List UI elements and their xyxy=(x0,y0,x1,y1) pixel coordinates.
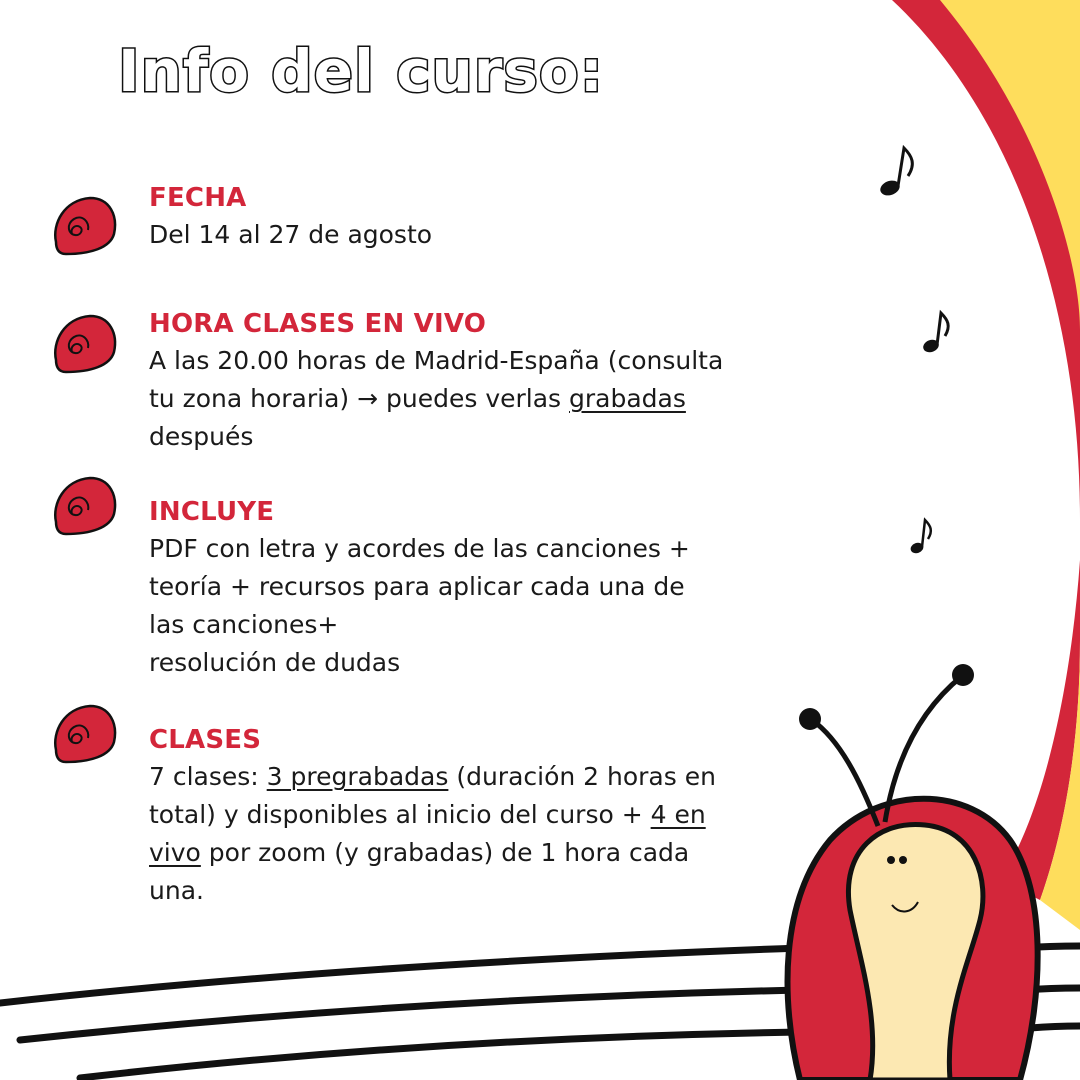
item-heading: INCLUYE xyxy=(149,497,275,527)
item-line: total) y disponibles al inicio del curso + xyxy=(149,800,651,829)
item-line: resolución de dudas xyxy=(149,648,401,677)
en-vivo-link: 4 en xyxy=(650,800,706,829)
en-vivo-link: vivo xyxy=(149,838,201,867)
music-note-icon xyxy=(920,308,954,358)
item-line: después xyxy=(149,422,254,451)
grabadas-link: grabadas xyxy=(569,384,686,413)
item-heading: HORA CLASES EN VIVO xyxy=(149,309,487,339)
item-text xyxy=(149,758,789,910)
item-text xyxy=(149,342,789,456)
snail-character xyxy=(788,664,1038,1080)
music-note-icon xyxy=(876,142,920,202)
item-line: 7 clases: xyxy=(149,762,267,791)
item-line: una. xyxy=(149,876,204,905)
item-line: las canciones+ xyxy=(149,610,339,639)
item-line: PDF con letra y acordes de las canciones + xyxy=(149,534,690,563)
music-note-icon xyxy=(907,516,937,558)
item-heading: FECHA xyxy=(149,183,247,213)
info-item-fecha xyxy=(149,180,789,254)
item-text xyxy=(149,530,789,682)
pregrabadas-link: 3 pregrabadas xyxy=(266,762,449,791)
snail-shell-bullet-icon xyxy=(50,702,120,766)
item-line: A las 20.00 horas de Madrid-España (consulta xyxy=(149,346,724,375)
info-item-hora xyxy=(149,306,789,456)
item-line: teoría + recursos para aplicar cada una de xyxy=(149,572,685,601)
snail-shell-bullet-icon xyxy=(50,474,120,538)
page-title: Info del curso: xyxy=(118,37,604,105)
sun-arc xyxy=(892,0,1080,930)
item-line: por zoom (y grabadas) de 1 hora cada xyxy=(200,838,690,867)
info-item-clases xyxy=(149,722,789,910)
snail-shell-bullet-icon xyxy=(50,312,120,376)
snail-shell-bullet-icon xyxy=(50,194,120,258)
item-text: Del 14 al 27 de agosto xyxy=(149,220,433,249)
item-line: (duración 2 horas en xyxy=(448,762,716,791)
item-heading: CLASES xyxy=(149,725,262,755)
info-item-incluye xyxy=(149,494,789,682)
item-line: tu zona horaria) → puedes verlas xyxy=(149,384,570,413)
